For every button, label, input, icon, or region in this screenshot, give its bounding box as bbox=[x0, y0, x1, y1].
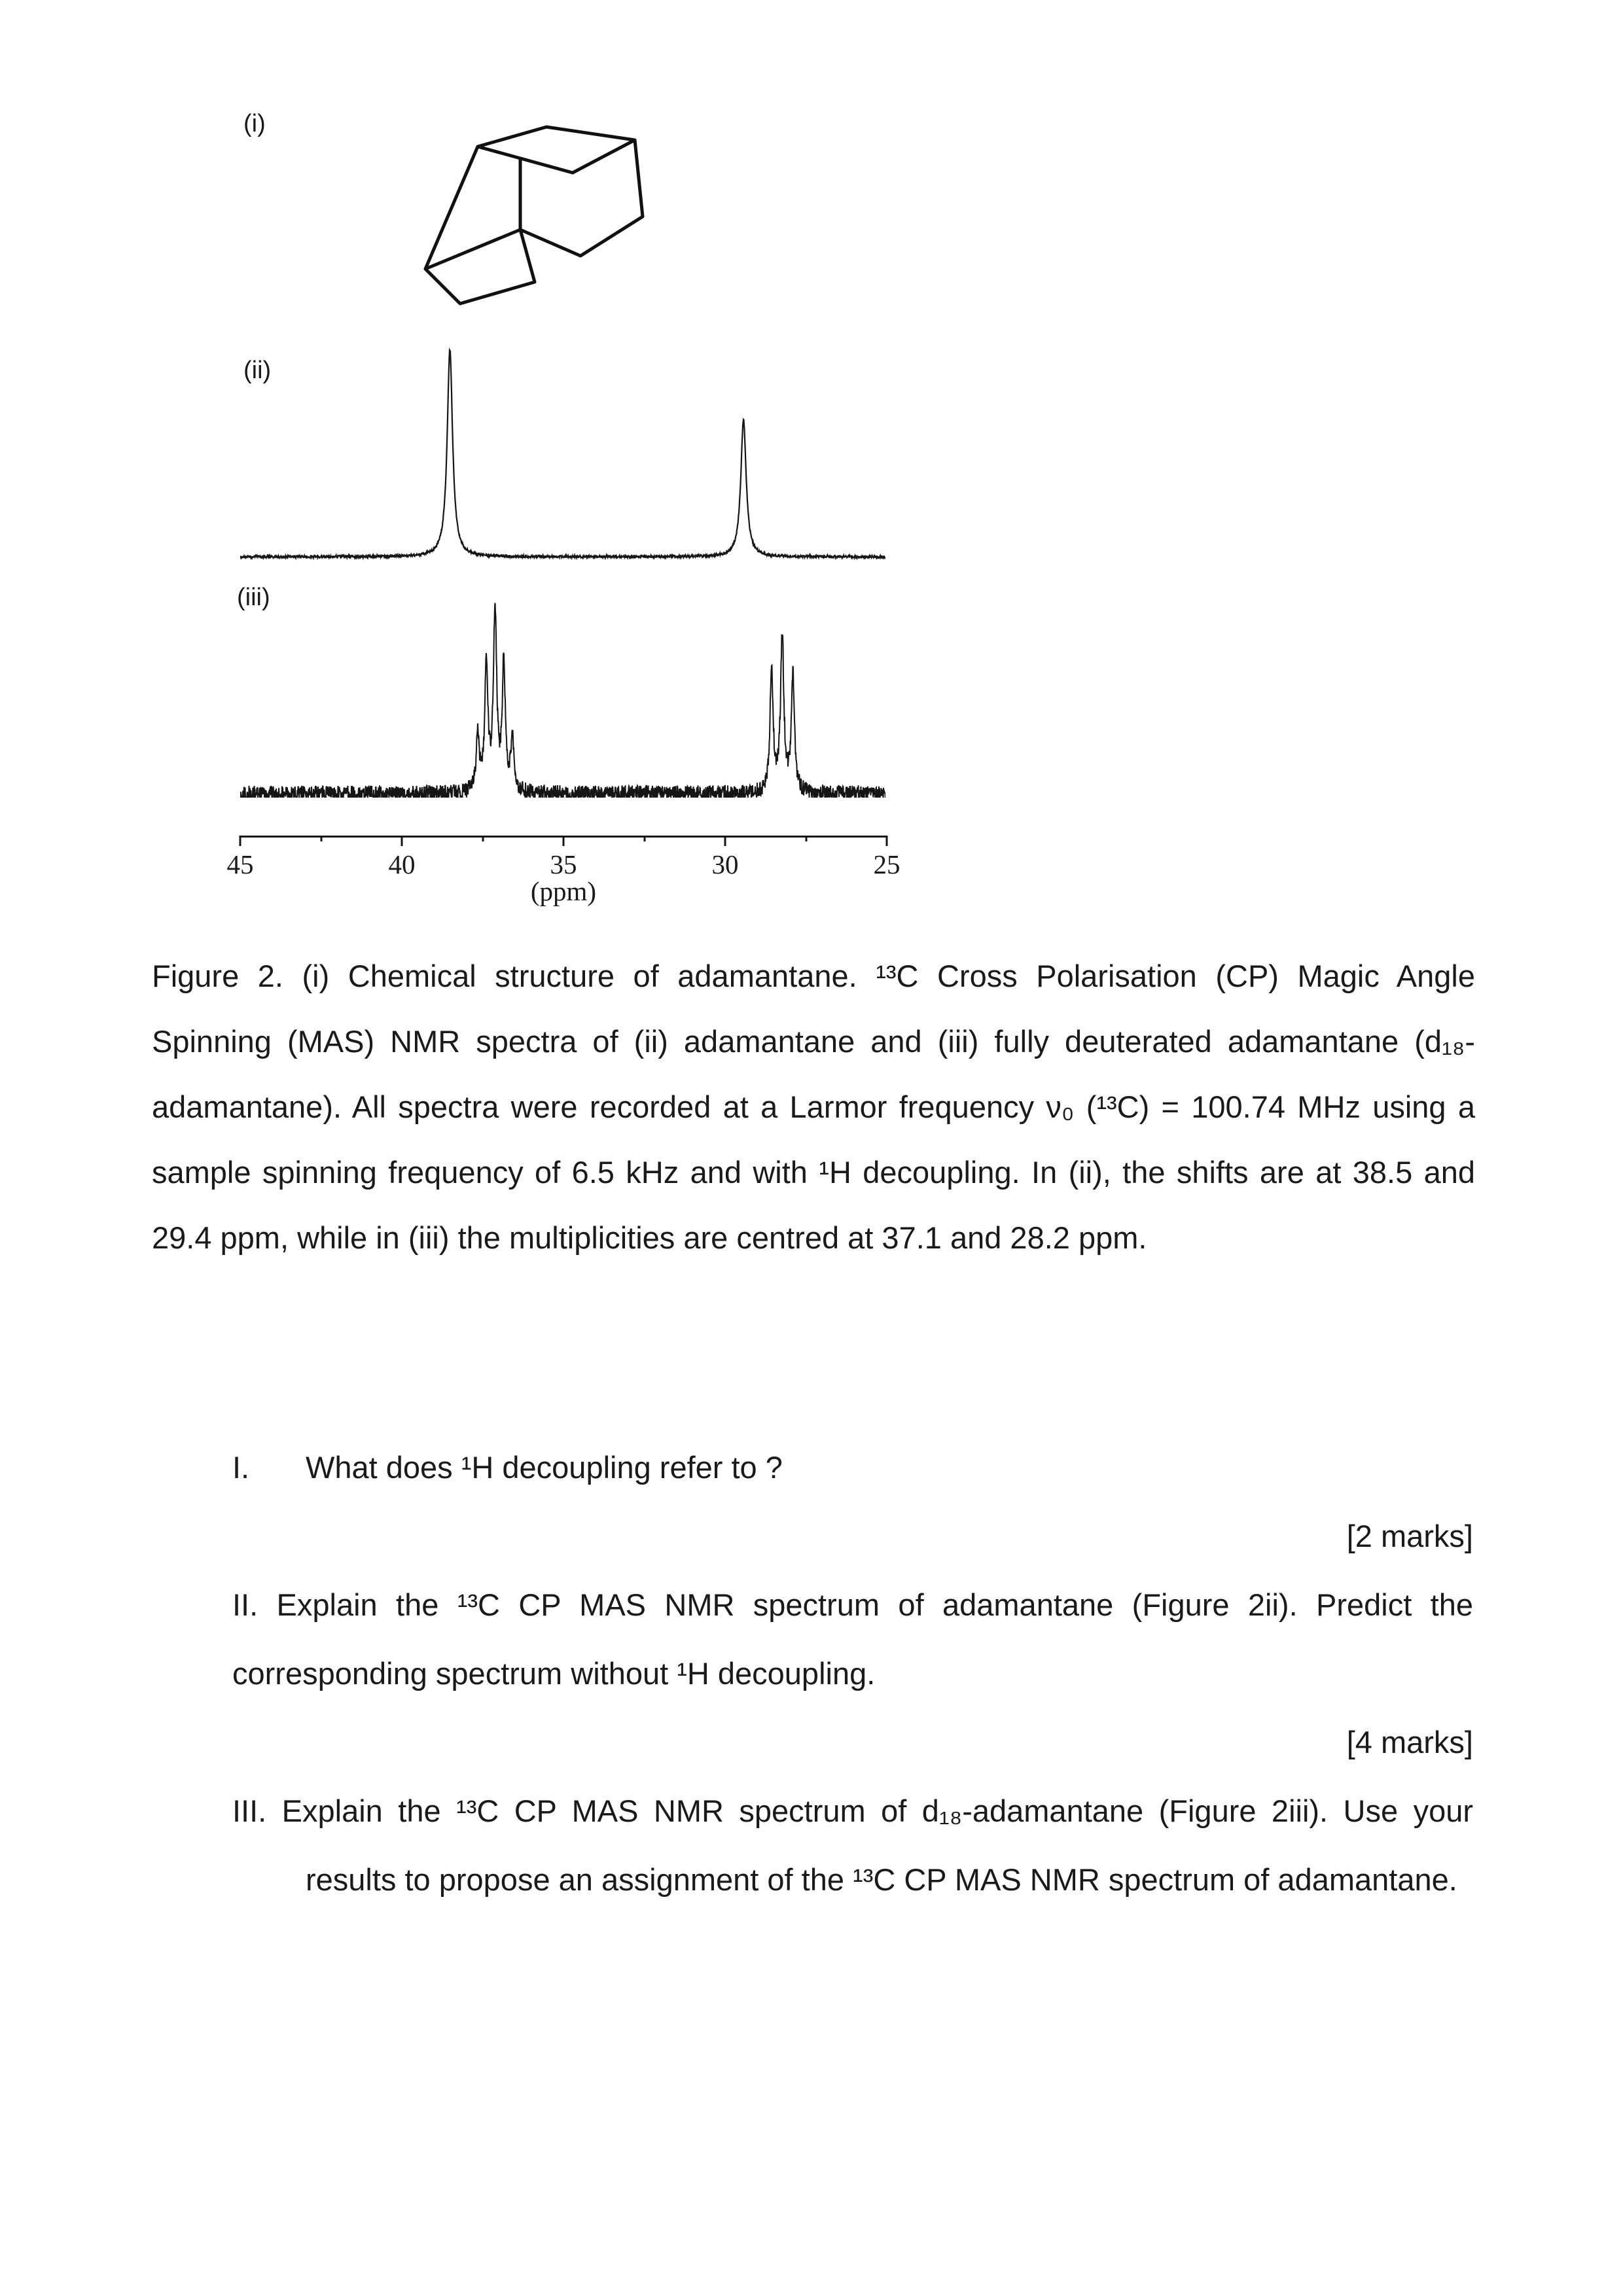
axis-tick bbox=[240, 836, 241, 846]
axis-minor-tick bbox=[482, 836, 484, 841]
nmr-spectrum-d18-adamantane bbox=[240, 588, 885, 798]
figure-caption: Figure 2. (i) Chemical structure of adamantane. ¹³C Cross Polarisation (CP) Magic Angle Spinning (MAS) NMR spectra of (ii) adamantane and (iii) fully deuterated adamantane (d₁₈-adamantane). All spectra were recorded at a Larmor frequency ν₀ (¹³C) = 100.74 MHz using a sample spinning frequency of 6.5 kHz and with ¹H decoupling. In (ii), the shifts are at 38.5 and 29.4 ppm, while in (iii) the multiplicities are centred at 37.1 and 28.2 ppm. bbox=[152, 959, 1475, 1255]
axis-minor-tick bbox=[320, 836, 322, 841]
question-3-text: III. Explain the ¹³C CP MAS NMR spectrum of d₁₈-adamantane (Figure 2iii). Use your results to propose an assignment of the ¹³C CP MAS NMR spectrum of adamantane. bbox=[232, 1793, 1473, 1897]
figure-panel-label-i: (i) bbox=[243, 110, 266, 137]
question-1-text: What does ¹H decoupling refer to ? bbox=[306, 1450, 783, 1485]
question-2-marks: [4 marks] bbox=[1346, 1725, 1473, 1759]
question-1 bbox=[232, 1433, 1473, 1502]
bond-lines bbox=[425, 127, 643, 304]
axis-tick bbox=[724, 836, 726, 846]
nmr-spectrum-adamantane bbox=[240, 342, 885, 561]
question-1-numeral: I. bbox=[232, 1450, 250, 1485]
spectrum-trace bbox=[240, 350, 885, 558]
axis-tick-label: 40 bbox=[388, 849, 416, 879]
axis-tick-label: 30 bbox=[711, 849, 739, 879]
axis-tick-label: 25 bbox=[873, 849, 901, 879]
figure-panel-label-iii: (iii) bbox=[237, 584, 270, 611]
adamantane-structure-drawing bbox=[416, 116, 664, 314]
question-2-text: II. Explain the ¹³C CP MAS NMR spectrum of adamantane (Figure 2ii). Predict the corresponding spectrum without ¹H decoupling. bbox=[232, 1587, 1473, 1691]
axis-minor-tick bbox=[643, 836, 645, 841]
figure-panel-label-ii: (ii) bbox=[243, 357, 272, 384]
axis-tick bbox=[563, 836, 565, 846]
spectrum-trace bbox=[240, 603, 885, 798]
axis-tick-label: 35 bbox=[550, 849, 577, 879]
axis-unit-label: (ppm) bbox=[530, 876, 597, 906]
axis-tick bbox=[401, 836, 403, 846]
question-list bbox=[232, 1433, 1473, 1914]
axis-tick-label: 45 bbox=[226, 849, 254, 879]
axis-tick bbox=[886, 836, 888, 846]
question-1-marks: [2 marks] bbox=[1346, 1519, 1473, 1553]
axis-minor-tick bbox=[805, 836, 807, 841]
